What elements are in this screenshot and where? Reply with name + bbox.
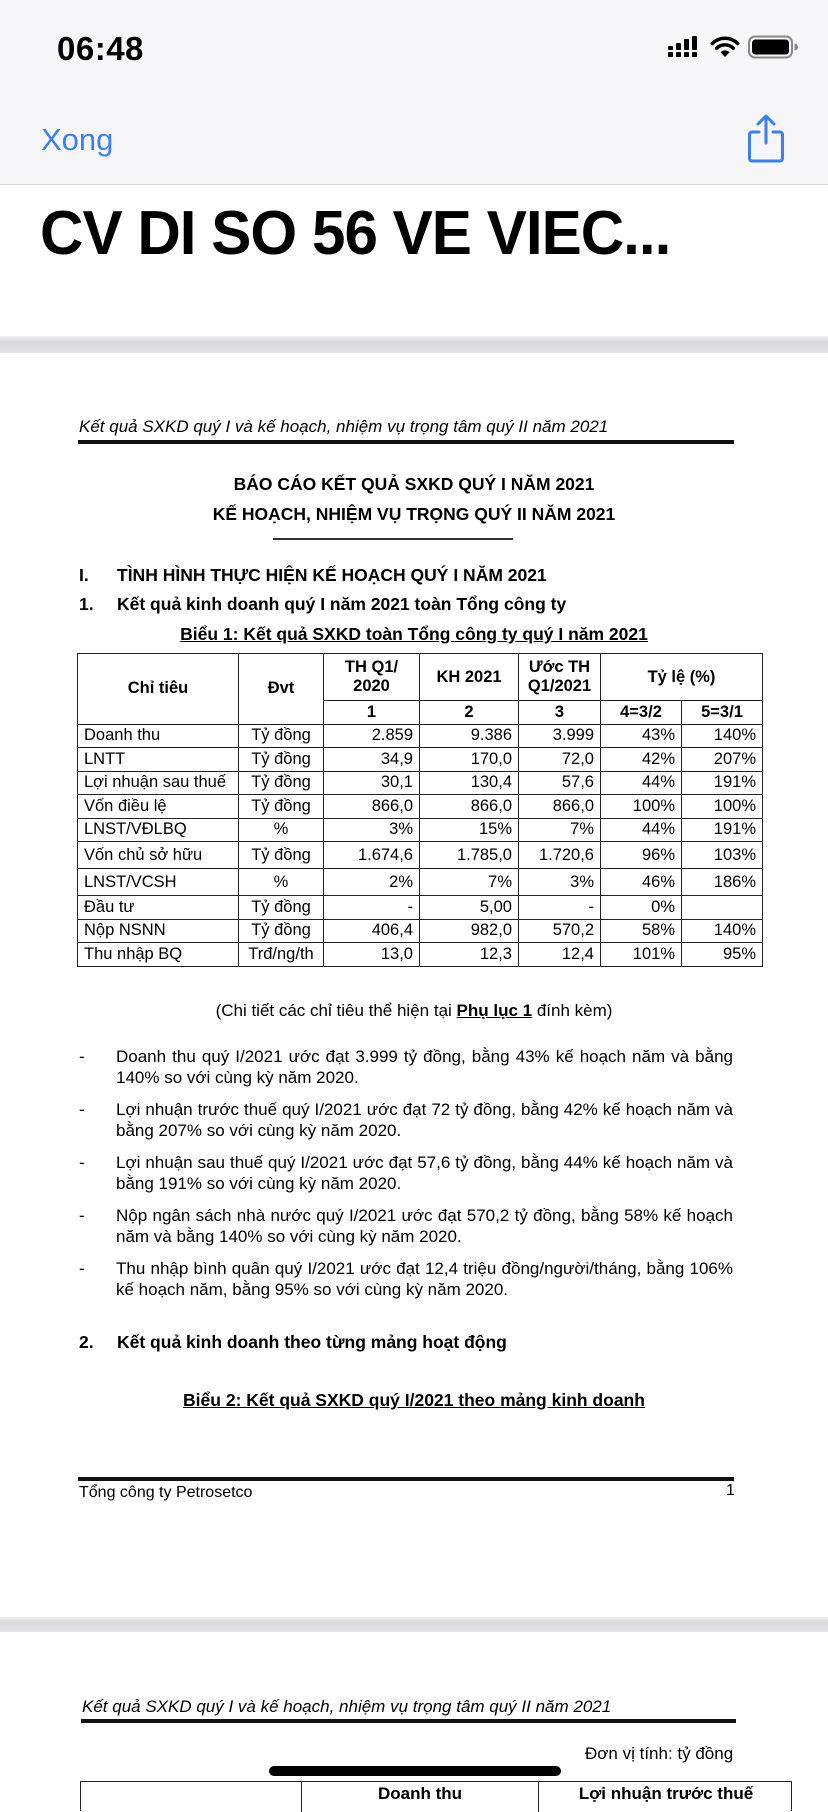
page-separator: [0, 1617, 828, 1632]
table-header-row: [78, 654, 763, 701]
header-col-4: 4=3/2: [601, 701, 682, 725]
report-title-line-1: BÁO CÁO KẾT QUẢ SXKD QUÝ I NĂM 2021: [233, 474, 595, 494]
table-row: Nộp NSNN Tỷ đồng 406,4 982,0 570,2 58% 140%: [78, 919, 763, 943]
table-row: Vốn chủ sở hữu Tỷ đồng 1.674,6 1.785,0 1.720,6 96% 103%: [78, 842, 763, 869]
share-icon: [746, 152, 786, 169]
status-time: 06:48: [57, 30, 144, 67]
running-header-page-2: Kết quả SXKD quý I và kế hoạch, nhiệm vụ trọng tâm quý II năm 2021: [82, 1697, 612, 1716]
table-row: LNTT Tỷ đồng 34,9 170,0 72,0 42% 207%: [78, 748, 763, 772]
header-loi-nhuan-truoc-thue: Lợi nhuận trước thuế: [538, 1782, 793, 1812]
header-col-1: 1: [324, 701, 420, 725]
section-number: I.: [79, 565, 89, 585]
summary-bullet-list: [79, 1046, 733, 1311]
header-doanh-thu: Doanh thu: [301, 1782, 538, 1812]
table-row: Vốn điều lệ Tỷ đồng 866,0 866,0 866,0 100% 100%: [78, 795, 763, 819]
header-rule: [78, 440, 734, 444]
wifi-icon: [710, 36, 740, 63]
navigation-bar: [0, 100, 828, 185]
header-rule-page-2: [81, 1719, 736, 1723]
running-header: Kết quả SXKD quý I và kế hoạch, nhiệm vụ trọng tâm quý II năm 2021: [79, 417, 609, 436]
header-dvt: Đvt: [239, 654, 324, 725]
header-col-3: 3: [519, 701, 601, 725]
subsection-heading-2: [79, 1332, 507, 1353]
subsection-number: 1.: [79, 594, 94, 614]
header-uoc-th: Ước TH Q1/2021: [519, 654, 601, 701]
subsection-text: Kết quả kinh doanh quý I năm 2021 toàn Tổng công ty: [117, 594, 567, 614]
status-bar: [0, 0, 828, 100]
footer-rule: [78, 1477, 734, 1481]
table-row: LNST/VĐLBQ % 3% 15% 7% 44% 191%: [78, 818, 763, 842]
report-title-line-2: KẾ HOẠCH, NHIỆM VỤ TRỌNG QUÝ II NĂM 2021: [212, 504, 616, 524]
unit-note: Đơn vị tính: tỷ đồng: [585, 1744, 734, 1763]
home-indicator[interactable]: [269, 1766, 561, 1776]
document-title-area: [0, 186, 828, 336]
list-item: - Nộp ngân sách nhà nước quý I/2021 ước đạt 570,2 tỷ đồng, bằng 58% kế hoạch năm và bằng 140% so với cùng kỳ năm 2020.: [79, 1206, 733, 1246]
subsection-text: Kết quả kinh doanh theo từng mảng hoạt động: [117, 1332, 507, 1352]
list-item: - Lợi nhuận trước thuế quý I/2021 ước đạt 72 tỷ đồng, bằng 42% kế hoạch năm và bằng 207% so với cùng kỳ năm 2020.: [79, 1100, 733, 1140]
title-underline: [273, 538, 513, 540]
list-item: - Lợi nhuận sau thuế quý I/2021 ước đạt 57,6 tỷ đồng, bằng 44% kế hoạch năm và bằng 191% so với cùng kỳ năm 2020.: [79, 1153, 733, 1193]
cellular-signal-icon: [668, 36, 702, 63]
header-ty-le: Tỷ lệ (%): [601, 654, 763, 701]
table-row: LNST/VCSH % 2% 7% 3% 46% 186%: [78, 869, 763, 896]
share-button[interactable]: [746, 113, 786, 165]
table-row: Lợi nhuận sau thuế Tỷ đồng 30,1 130,4 57,6 44% 191%: [78, 771, 763, 795]
page-separator: [0, 336, 828, 353]
table2-caption: Biểu 2: Kết quả SXKD quý I/2021 theo mảng kinh doanh: [183, 1390, 645, 1410]
list-item: - Thu nhập bình quân quý I/2021 ước đạt 12,4 triệu đồng/người/tháng, bằng 106% kế hoạch năm, bằng 95% so với cùng kỳ năm 2020.: [79, 1259, 733, 1299]
header-col-5: 5=3/1: [682, 701, 763, 725]
results-table: [77, 653, 763, 967]
subsection-number: 2.: [79, 1332, 94, 1352]
header-th-q1-2020: TH Q1/ 2020: [324, 654, 420, 701]
header-kh-2021: KH 2021: [420, 654, 519, 701]
status-icons: [668, 36, 798, 62]
header-chi-tieu: Chỉ tiêu: [78, 654, 239, 725]
done-button[interactable]: Xong: [41, 122, 114, 157]
battery-icon: [748, 35, 798, 64]
header-col-2: 2: [420, 701, 519, 725]
table1-caption: Biểu 1: Kết quả SXKD toàn Tổng công ty quý I năm 2021: [180, 624, 648, 644]
section-heading-1: [79, 565, 547, 586]
list-item: - Doanh thu quý I/2021 ước đạt 3.999 tỷ đồng, bằng 43% kế hoạch năm và bằng 140% so với cùng kỳ năm 2020.: [79, 1047, 733, 1087]
pdf-page-1: [0, 353, 828, 1617]
subsection-heading-1: [79, 594, 566, 615]
page-number: 1: [726, 1482, 735, 1499]
business-segment-table: [80, 1781, 792, 1811]
appendix-link: Phụ lục 1: [456, 1001, 533, 1020]
appendix-note: (Chi tiết các chỉ tiêu thể hiện tại Phụ lục 1 đính kèm): [215, 1001, 613, 1020]
table-row: Đầu tư Tỷ đồng - 5,00 - 0%: [78, 896, 763, 920]
table-row: Doanh thu Tỷ đồng 2.859 9.386 3.999 43% 140%: [78, 724, 763, 748]
table-row: Thu nhập BQ Trđ/ng/th 13,0 12,3 12,4 101% 95%: [78, 943, 763, 967]
footer-company: Tổng công ty Petrosetco: [79, 1484, 253, 1501]
document-title: CV DI SO 56 VE VIEC...: [40, 199, 671, 268]
table-header-cell: [81, 1782, 301, 1812]
section-text: TÌNH HÌNH THỰC HIỆN KẾ HOẠCH QUÝ I NĂM 2021: [117, 565, 547, 585]
